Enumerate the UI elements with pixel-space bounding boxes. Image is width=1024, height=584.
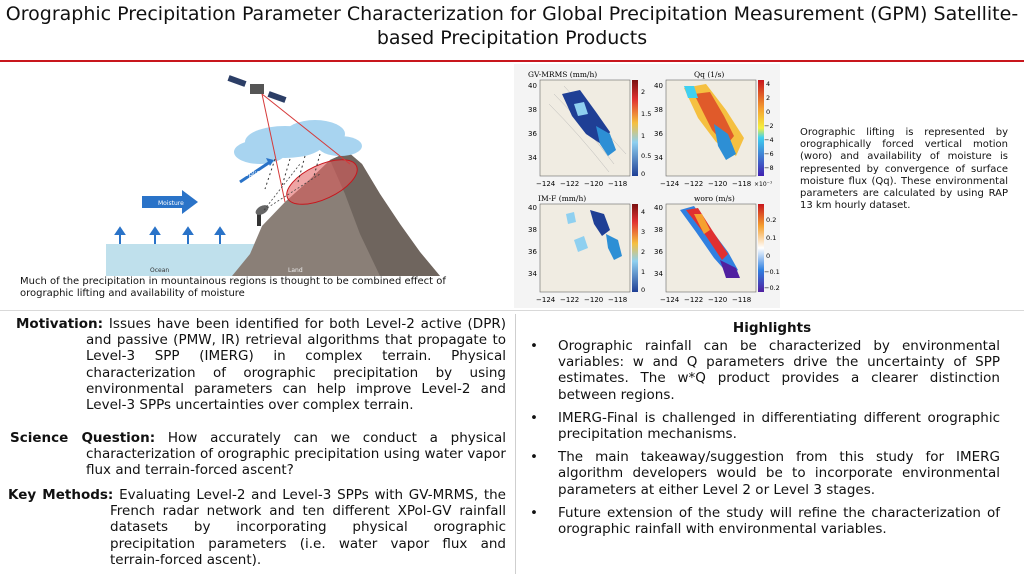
bullet: • [530, 409, 538, 426]
x-tick: −118 [608, 180, 628, 188]
cb-tick: −4 [764, 136, 774, 144]
x-tick: −122 [684, 180, 704, 188]
y-tick: 40 [654, 82, 663, 90]
map-title: IM-F (mm/h) [538, 194, 587, 203]
cb-tick: 0 [766, 252, 771, 260]
cb-tick: −0.1 [764, 268, 780, 276]
y-tick: 34 [654, 154, 663, 162]
section-divider [0, 310, 1024, 311]
key-methods-paragraph [8, 487, 506, 568]
y-tick: 36 [528, 248, 537, 256]
cb-tick: 0 [641, 170, 646, 178]
title-divider [0, 60, 1024, 62]
cb-tick: 0.5 [641, 152, 652, 160]
page-title: Orographic Precipitation Parameter Characterization for Global Precipitation Measurement (GPM) Satellite-based Precipitation Products [5, 3, 1019, 49]
motivation-paragraph [16, 316, 506, 414]
land-label: Land [288, 267, 303, 274]
x-tick: −124 [536, 180, 556, 188]
cb-tick: 1.5 [641, 110, 652, 118]
y-tick: 34 [528, 270, 537, 278]
illustration-caption: Much of the precipitation in mountainous regions is thought to be combined effect of orographic lifting and availability of moisture [20, 276, 446, 299]
list-item [530, 410, 1000, 442]
cb-tick: −2 [764, 122, 774, 130]
y-tick: 40 [528, 82, 537, 90]
x-tick: −120 [708, 296, 728, 304]
y-tick: 34 [654, 270, 663, 278]
cb-tick: −6 [764, 150, 774, 158]
y-tick: 40 [528, 204, 537, 212]
x-tick: −118 [608, 296, 628, 304]
x-tick: −120 [584, 296, 604, 304]
list-item [530, 449, 1000, 498]
bullet: • [530, 449, 538, 466]
map-panel-woro [654, 194, 780, 304]
list-item [530, 505, 1000, 537]
map-title: GV-MRMS (mm/h) [528, 70, 598, 79]
map-title: Qq (1/s) [694, 70, 725, 79]
motivation-label: Motivation: [16, 316, 104, 332]
cb-tick: 0 [641, 286, 646, 294]
y-tick: 40 [654, 204, 663, 212]
highlight-text: Orographic rainfall can be characterized by environmental variables: w and Q parameters drive the uncertainty of SPP estimates. The w*Q product provides a clearer distinction between regions. [558, 338, 1000, 403]
cb-tick: −0.2 [764, 284, 780, 292]
x-tick: −118 [732, 180, 752, 188]
list-item [530, 338, 1000, 403]
bullet: • [530, 504, 538, 521]
science-question-paragraph [10, 430, 506, 479]
x-tick: −124 [660, 296, 680, 304]
cb-tick: 0.2 [766, 216, 777, 224]
cb-tick: 2 [641, 88, 646, 96]
y-tick: 36 [654, 248, 663, 256]
ocean-label: Ocean [150, 267, 170, 274]
science-question-text: How accurately can we conduct a physical characterization of orographic precipitation using water vapor flux and terrain-forced ascent? [86, 430, 506, 479]
x-tick: −122 [560, 180, 580, 188]
bullet: • [530, 338, 538, 354]
cb-tick: 0.1 [766, 234, 777, 242]
map-title: woro (m/s) [694, 194, 735, 203]
colorbar [632, 80, 638, 176]
maps-caption: Orographic lifting is represented by orographically forced vertical motion (woro) and availability of moisture is represented by convergence of surface moisture flux (Qq). These environmental parameters are calculated by using RAP 13 km hourly dataset. [800, 127, 1008, 212]
cb-tick: 0 [766, 108, 771, 116]
colorbar [632, 204, 638, 292]
cb-tick: 4 [641, 208, 646, 216]
x-tick: −122 [560, 296, 580, 304]
map-panel-gv-mrms [528, 70, 651, 188]
uplift-label: Uplift [244, 170, 262, 178]
x-tick: −120 [708, 180, 728, 188]
key-methods-text: Evaluating Level-2 and Level-3 SPPs with GV-MRMS, the French radar network and ten different XPol-GV rainfall datasets by incorporating physical orographic precipitation parameters (i.e. water vapor flux and terrain-forced ascent). [110, 487, 506, 568]
highlights-list [530, 338, 1000, 544]
y-tick: 38 [528, 106, 537, 114]
highlights-title: Highlights [732, 320, 812, 336]
science-question-label: Science Question: [10, 430, 156, 446]
cb-tick: 2 [766, 94, 771, 102]
y-tick: 38 [528, 226, 537, 234]
surface-arrows [116, 228, 224, 244]
highlight-text: IMERG-Final is challenged in differentiating different orographic precipitation mechanisms. [558, 409, 1000, 443]
y-tick: 38 [654, 226, 663, 234]
y-tick: 36 [654, 130, 663, 138]
moisture-arrow [142, 190, 198, 214]
orographic-illustration [0, 64, 512, 300]
x-tick: −120 [584, 180, 604, 188]
column-divider [515, 314, 516, 574]
scale-label: ×10⁻⁷ [754, 181, 773, 188]
highlight-text: The main takeaway/suggestion from this study for IMERG algorithm developers would be to incorporate environmental parameters at either Level 2 or Level 3 stages. [558, 449, 1000, 498]
map-panel-im-f [528, 194, 645, 304]
y-tick: 36 [528, 130, 537, 138]
y-tick: 38 [654, 106, 663, 114]
cb-tick: 2 [641, 248, 646, 256]
colorbar [758, 204, 764, 292]
y-tick: 34 [528, 154, 537, 162]
motivation-text: Issues have been identified for both Level-2 active (DPR) and passive (PMW, IR) retrieval algorithms that propagate to Level-3 SPP (IMERG) in complex terrain. Physical characterization of orographic precipitation by using environmental parameters can help improve Level-2 and Level-3 SPPs uncertainties over complex terrain. [86, 316, 506, 414]
key-methods-label: Key Methods: [8, 487, 114, 503]
maps-figure [514, 64, 780, 308]
satellite-icon [228, 75, 287, 103]
map-panel-qq [654, 70, 774, 188]
cb-tick: 3 [641, 228, 646, 236]
cb-tick: −8 [764, 164, 774, 172]
x-tick: −124 [660, 180, 680, 188]
x-tick: −118 [732, 296, 752, 304]
cb-tick: 1 [641, 268, 646, 276]
moisture-label: Moisture [158, 200, 184, 207]
highlight-text: Future extension of the study will refine the characterization of orographic rainfall with environmental variables. [558, 504, 1000, 538]
x-tick: −124 [536, 296, 556, 304]
cb-tick: 1 [641, 132, 646, 140]
cb-tick: 4 [766, 80, 771, 88]
x-tick: −122 [684, 296, 704, 304]
